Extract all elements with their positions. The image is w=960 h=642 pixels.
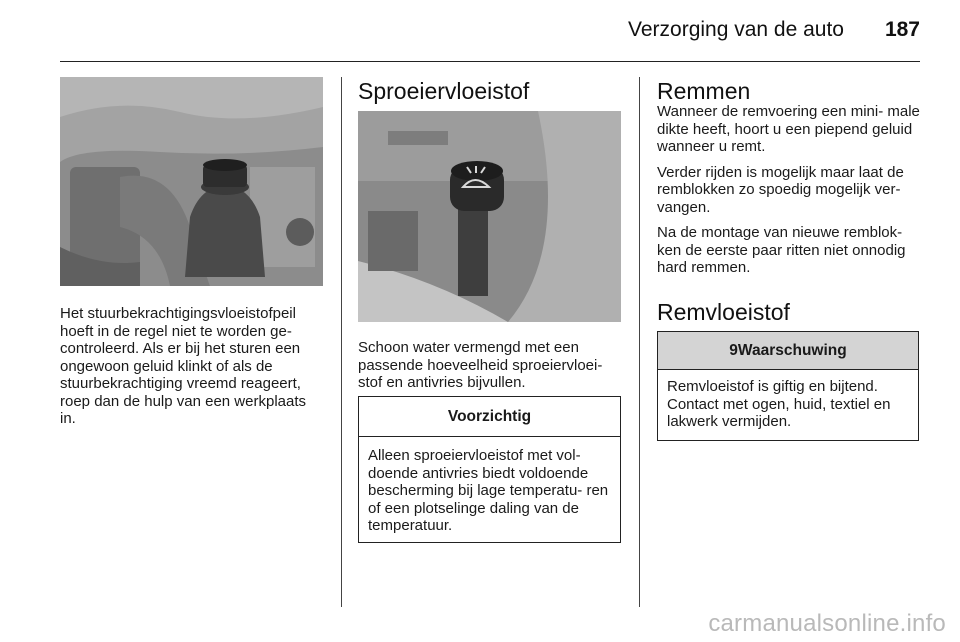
- washer-reservoir-photo: [358, 111, 621, 322]
- caution-text: Alleen sproeiervloeistof met vol- doende antivries biedt voldoende bescherming bij lage temperatu- ren of een plotselinge daling van de temperatuur.: [368, 447, 609, 534]
- brake-fluid-heading: Remvloeistof: [657, 299, 790, 325]
- column-divider-1: [341, 77, 342, 607]
- page-number: 187: [884, 18, 920, 41]
- brakes-paragraph-3: Na de montage van nieuwe remblok- ken de eerste paar ritten niet onnodig hard remmen.: [657, 224, 906, 276]
- brakes-paragraph-2: Verder rijden is mogelijk maar laat de remblokken zo spoedig mogelijk ver- vangen.: [657, 163, 904, 216]
- warning-header: [658, 332, 918, 370]
- engine-photo: [60, 77, 323, 286]
- brakes-paragraph-1: Wanneer de remvoering een mini- male dikte heeft, hoort u een piepend geluid wanneer u remt.: [657, 103, 920, 155]
- caution-box: [358, 396, 621, 543]
- washer-fluid-paragraph: Schoon water vermengd met een passende hoeveelheid sproeiervloei- stof en antivries bijvullen.: [358, 339, 603, 391]
- warning-title: Waarschuwing: [737, 342, 847, 359]
- warning-box: [657, 331, 919, 441]
- caution-title: Voorzichtig: [359, 397, 620, 437]
- watermark: carmanualsonline.info: [708, 610, 946, 637]
- chapter-title: Verzorging van de auto: [628, 18, 844, 41]
- column-divider-2: [639, 77, 640, 607]
- steering-fluid-paragraph: Het stuurbekrachtigingsvloeistofpeil hoeft in de regel niet te worden ge- controleerd. Als er bij het sturen een ongewoon geluid klinkt of als de stuurbekrachtiging vreemd reageert, roep dan de hulp van een werkplaats in.: [60, 305, 307, 427]
- warning-text: Remvloeistof is giftig en bijtend. Contact met ogen, huid, textiel en lakwerk vermijden.: [667, 378, 891, 430]
- page-header: [60, 0, 920, 62]
- warning-icon: 9: [729, 342, 738, 359]
- brakes-heading: Remmen: [657, 78, 751, 104]
- washer-fluid-heading: Sproeiervloeistof: [358, 78, 530, 104]
- brakes-text: [657, 103, 925, 277]
